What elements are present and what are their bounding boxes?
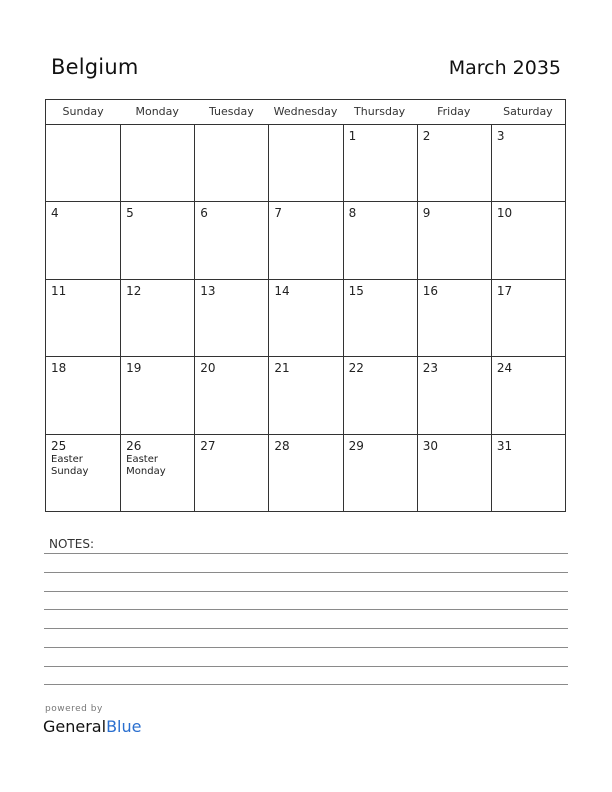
day-cell <box>268 280 342 356</box>
weekday-thursday: Thursday <box>354 105 406 118</box>
weeks-container <box>46 125 565 512</box>
day-cell <box>268 125 342 201</box>
day-cell <box>194 202 268 278</box>
note-line <box>44 591 568 592</box>
generalblue-logo[interactable] <box>43 717 141 736</box>
day-number: 9 <box>422 206 431 221</box>
day-number: 26 <box>126 438 142 453</box>
day-cell <box>120 357 194 433</box>
day-number: 18 <box>51 361 67 376</box>
day-cell <box>491 435 565 512</box>
note-line <box>44 553 568 554</box>
day-number: 29 <box>348 438 364 453</box>
day-cell <box>120 202 194 278</box>
day-cell <box>194 280 268 356</box>
notes-label: NOTES: <box>49 537 94 551</box>
powered-by-text: powered by <box>45 704 103 714</box>
day-cell <box>343 357 417 433</box>
day-number: 14 <box>274 283 290 298</box>
day-number: 27 <box>200 438 216 453</box>
holiday-label: Easter Monday <box>126 453 166 477</box>
week-row <box>46 202 565 279</box>
day-cell <box>46 125 120 201</box>
day-cell <box>46 357 120 433</box>
weekday-saturday: Saturday <box>503 105 553 118</box>
day-cell <box>194 357 268 433</box>
day-number: 25 <box>51 438 67 453</box>
day-cell <box>46 280 120 356</box>
day-cell <box>343 280 417 356</box>
weekday-friday: Friday <box>437 105 471 118</box>
brand-general-text: General <box>43 717 107 736</box>
day-cell <box>417 280 491 356</box>
day-cell <box>120 435 194 512</box>
day-number: 16 <box>422 283 438 298</box>
day-cell <box>491 202 565 278</box>
weekday-header-row <box>46 100 565 125</box>
day-number: 31 <box>496 438 513 453</box>
day-number: 1 <box>348 129 357 143</box>
day-number: 19 <box>126 361 142 376</box>
day-cell <box>343 435 417 512</box>
day-cell <box>491 280 565 356</box>
week-row <box>46 280 565 357</box>
day-cell <box>46 202 120 278</box>
weekday-wednesday: Wednesday <box>273 105 338 118</box>
note-line <box>44 572 568 573</box>
day-cell <box>120 125 194 201</box>
day-cell <box>46 435 120 512</box>
day-number: 30 <box>422 438 438 453</box>
note-line <box>44 628 568 629</box>
day-number: 11 <box>51 283 67 298</box>
day-cell <box>194 125 268 201</box>
day-cell <box>268 202 342 278</box>
month-year-title: March 2035 <box>448 57 561 79</box>
day-number: 17 <box>496 283 513 298</box>
day-cell <box>268 435 342 512</box>
weekday-tuesday: Tuesday <box>208 105 254 118</box>
day-number: 22 <box>348 361 364 376</box>
week-row <box>46 125 565 202</box>
country-title: Belgium <box>51 55 139 79</box>
weekday-monday: Monday <box>135 105 179 118</box>
day-cell <box>417 357 491 433</box>
day-number: 4 <box>51 206 59 221</box>
day-number: 21 <box>274 361 290 376</box>
day-cell <box>268 357 342 433</box>
day-cell <box>491 125 565 201</box>
note-line <box>44 647 568 648</box>
day-number: 13 <box>200 283 216 298</box>
calendar-grid <box>45 99 566 512</box>
day-cell <box>417 125 491 201</box>
day-number: 15 <box>348 283 364 298</box>
weekday-sunday: Sunday <box>62 105 104 118</box>
day-cell <box>343 202 417 278</box>
day-cell <box>417 435 491 512</box>
day-cell <box>120 280 194 356</box>
day-number: 7 <box>274 206 283 221</box>
week-row <box>46 435 565 512</box>
week-row <box>46 357 565 434</box>
holiday-label: Easter Sunday <box>51 453 89 477</box>
note-line <box>44 684 568 685</box>
day-cell <box>417 202 491 278</box>
note-line <box>44 666 568 667</box>
day-cell <box>343 125 417 201</box>
day-cell <box>491 357 565 433</box>
day-number: 28 <box>274 438 290 453</box>
brand-blue-text: Blue <box>106 717 142 736</box>
day-number: 20 <box>200 361 216 376</box>
day-number: 2 <box>422 129 431 143</box>
day-number: 6 <box>200 206 208 221</box>
note-line <box>44 609 568 610</box>
day-number: 3 <box>496 129 505 143</box>
day-cell <box>194 435 268 512</box>
day-number: 10 <box>496 206 513 221</box>
day-number: 24 <box>496 361 513 376</box>
day-number: 8 <box>348 206 357 221</box>
day-number: 5 <box>126 206 134 221</box>
day-number: 23 <box>422 361 438 376</box>
day-number: 12 <box>126 283 142 298</box>
